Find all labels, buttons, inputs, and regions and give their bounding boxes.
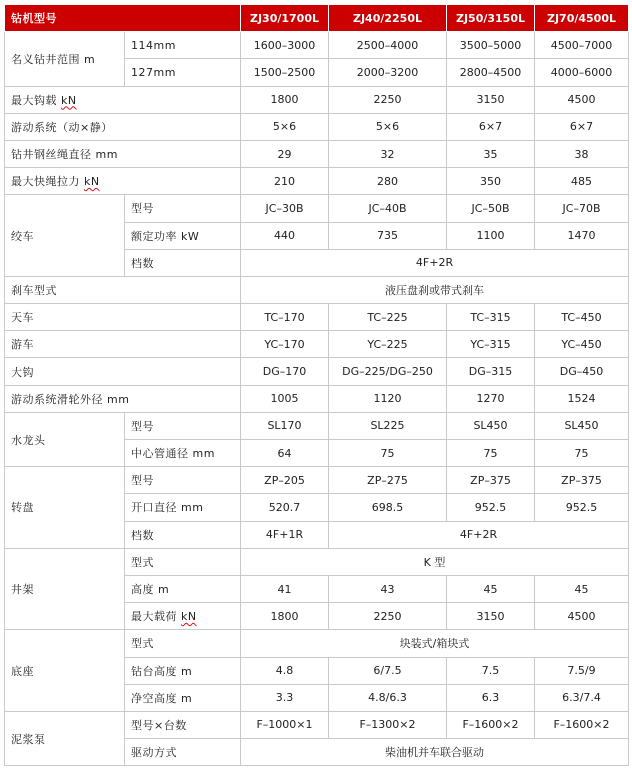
sub-label: 钻台高度 m — [125, 657, 241, 684]
value-cell: 210 — [241, 168, 329, 195]
brake-row — [5, 276, 629, 303]
traveling-block-label: 游车 — [5, 331, 241, 358]
value-cell: TC–315 — [447, 304, 535, 331]
value-cell: 1120 — [329, 385, 447, 412]
swivel-row — [5, 412, 629, 439]
nominal-depth-label: 名义钻井范围 m — [5, 32, 125, 86]
mud-pump-row — [5, 711, 629, 738]
value-cell: 4F+1R — [241, 521, 329, 548]
value-cell: ZP–375 — [447, 467, 535, 494]
nominal-depth-row — [5, 32, 629, 59]
value-cell: 1270 — [447, 385, 535, 412]
value-cell: 75 — [535, 440, 629, 467]
wire-diameter-row — [5, 140, 629, 167]
label-text: 最大快绳拉力 — [11, 175, 84, 189]
header-row — [5, 5, 629, 32]
value-cell: 3150 — [447, 86, 535, 113]
mast-row — [5, 548, 629, 575]
sub-label: 型号×台数 — [125, 711, 241, 738]
sub-label: 档数 — [125, 521, 241, 548]
value-cell: 6.3 — [447, 684, 535, 711]
unit-text: kN — [84, 175, 100, 189]
sub-label: 型号 — [125, 467, 241, 494]
travel-system-row — [5, 113, 629, 140]
sub-label: 档数 — [125, 249, 241, 276]
value-cell: SL450 — [447, 412, 535, 439]
value-cell: YC–170 — [241, 331, 329, 358]
hook-row — [5, 358, 629, 385]
value-cell: 38 — [535, 140, 629, 167]
value-cell: 3150 — [447, 603, 535, 630]
value-cell: 4.8 — [241, 657, 329, 684]
value-cell: DG–225/DG–250 — [329, 358, 447, 385]
drawworks-label: 绞车 — [5, 195, 125, 277]
value-cell: 6.3/7.4 — [535, 684, 629, 711]
value-cell: 4000–6000 — [535, 59, 629, 86]
value-cell: YC–315 — [447, 331, 535, 358]
value-cell: 5×6 — [241, 113, 329, 140]
value-cell: 698.5 — [329, 494, 447, 521]
value-cell: F–1300×2 — [329, 711, 447, 738]
value-cell: 45 — [535, 575, 629, 602]
max-hook-load-label — [5, 86, 241, 113]
sub-label: 型式 — [125, 548, 241, 575]
sub-label: 中心管通径 mm — [125, 440, 241, 467]
value-cell: 4500–7000 — [535, 32, 629, 59]
value-cell: 1524 — [535, 385, 629, 412]
value-cell: TC–450 — [535, 304, 629, 331]
model-header: ZJ70/4500L — [535, 5, 629, 32]
value-cell: 2500–4000 — [329, 32, 447, 59]
label-text: 最大钩载 — [11, 93, 61, 107]
value-cell: 35 — [447, 140, 535, 167]
label-text: 最大载荷 — [131, 610, 181, 624]
value-cell: DG–450 — [535, 358, 629, 385]
value-cell: YC–450 — [535, 331, 629, 358]
value-cell: 4500 — [535, 86, 629, 113]
travel-system-label: 游动系统（动×静） — [5, 113, 241, 140]
substructure-label: 底座 — [5, 630, 125, 712]
value-cell: 350 — [447, 168, 535, 195]
model-header: ZJ50/3150L — [447, 5, 535, 32]
value-cell: SL225 — [329, 412, 447, 439]
crown-block-row — [5, 304, 629, 331]
wire-diameter-label: 钻井钢丝绳直径 mm — [5, 140, 241, 167]
value-cell: 6/7.5 — [329, 657, 447, 684]
sub-label: 型号 — [125, 412, 241, 439]
value-cell: 块装式/箱块式 — [241, 630, 629, 657]
value-cell: 1600–3000 — [241, 32, 329, 59]
value-cell: 4F+2R — [241, 249, 629, 276]
value-cell: 64 — [241, 440, 329, 467]
rotary-table-row — [5, 467, 629, 494]
sub-label: 开口直径 mm — [125, 494, 241, 521]
header-label: 钻机型号 — [5, 5, 241, 32]
value-cell: F–1600×2 — [535, 711, 629, 738]
rotary-table-label: 转盘 — [5, 467, 125, 549]
sub-label — [125, 603, 241, 630]
sub-label: 额定功率 kW — [125, 222, 241, 249]
hook-label: 大钩 — [5, 358, 241, 385]
value-cell: 29 — [241, 140, 329, 167]
value-cell: 柴油机并车联合驱动 — [241, 739, 629, 766]
value-cell: DG–315 — [447, 358, 535, 385]
value-cell: 952.5 — [535, 494, 629, 521]
value-cell: 2000–3200 — [329, 59, 447, 86]
value-cell: 6×7 — [447, 113, 535, 140]
sheave-od-label: 游动系统滑轮外径 mm — [5, 385, 241, 412]
value-cell: 2800–4500 — [447, 59, 535, 86]
sub-label: 高度 m — [125, 575, 241, 602]
value-cell: 1800 — [241, 86, 329, 113]
value-cell: 45 — [447, 575, 535, 602]
pipe-size-label: 114mm — [125, 32, 241, 59]
value-cell: 5×6 — [329, 113, 447, 140]
sub-label: 型式 — [125, 630, 241, 657]
value-cell: 7.5 — [447, 657, 535, 684]
sub-label: 驱动方式 — [125, 739, 241, 766]
value-cell: 1005 — [241, 385, 329, 412]
model-header: ZJ30/1700L — [241, 5, 329, 32]
value-cell: ZP–205 — [241, 467, 329, 494]
value-cell: 2250 — [329, 603, 447, 630]
mast-label: 井架 — [5, 548, 125, 630]
value-cell: 4500 — [535, 603, 629, 630]
value-cell: SL450 — [535, 412, 629, 439]
value-cell: F–1000×1 — [241, 711, 329, 738]
value-cell: 41 — [241, 575, 329, 602]
value-cell: TC–170 — [241, 304, 329, 331]
crown-block-label: 天车 — [5, 304, 241, 331]
value-cell: 4F+2R — [329, 521, 629, 548]
value-cell: 3.3 — [241, 684, 329, 711]
max-hook-load-row — [5, 86, 629, 113]
substructure-row — [5, 630, 629, 657]
value-cell: 75 — [329, 440, 447, 467]
value-cell: 7.5/9 — [535, 657, 629, 684]
value-cell: DG–170 — [241, 358, 329, 385]
rig-spec-table — [4, 4, 629, 766]
value-cell: 75 — [447, 440, 535, 467]
sub-label: 净空高度 m — [125, 684, 241, 711]
value-cell: 735 — [329, 222, 447, 249]
value-cell: TC–225 — [329, 304, 447, 331]
value-cell: 2250 — [329, 86, 447, 113]
value-cell: 1500–2500 — [241, 59, 329, 86]
value-cell: F–1600×2 — [447, 711, 535, 738]
value-cell: JC–50B — [447, 195, 535, 222]
value-cell: 1100 — [447, 222, 535, 249]
sheave-od-row — [5, 385, 629, 412]
value-cell: JC–30B — [241, 195, 329, 222]
value-cell: 3500–5000 — [447, 32, 535, 59]
model-header: ZJ40/2250L — [329, 5, 447, 32]
pipe-size-label: 127mm — [125, 59, 241, 86]
value-cell: 440 — [241, 222, 329, 249]
brake-label: 刹车型式 — [5, 276, 241, 303]
mud-pump-label: 泥浆泵 — [5, 711, 125, 765]
value-cell: JC–40B — [329, 195, 447, 222]
value-cell: 6×7 — [535, 113, 629, 140]
swivel-label: 水龙头 — [5, 412, 125, 466]
sub-label: 型号 — [125, 195, 241, 222]
unit-text: kN — [61, 93, 77, 107]
fast-line-pull-label — [5, 168, 241, 195]
value-cell: 280 — [329, 168, 447, 195]
value-cell: YC–225 — [329, 331, 447, 358]
value-cell: 32 — [329, 140, 447, 167]
value-cell: 1470 — [535, 222, 629, 249]
value-cell: ZP–275 — [329, 467, 447, 494]
unit-text: kN — [181, 610, 197, 624]
value-cell: 952.5 — [447, 494, 535, 521]
value-cell: ZP–375 — [535, 467, 629, 494]
value-cell: 液压盘刹或带式刹车 — [241, 276, 629, 303]
drawworks-row — [5, 195, 629, 222]
value-cell: 43 — [329, 575, 447, 602]
value-cell: K 型 — [241, 548, 629, 575]
fast-line-pull-row — [5, 168, 629, 195]
value-cell: 520.7 — [241, 494, 329, 521]
traveling-block-row — [5, 331, 629, 358]
value-cell: SL170 — [241, 412, 329, 439]
value-cell: 1800 — [241, 603, 329, 630]
value-cell: 4.8/6.3 — [329, 684, 447, 711]
value-cell: 485 — [535, 168, 629, 195]
value-cell: JC–70B — [535, 195, 629, 222]
